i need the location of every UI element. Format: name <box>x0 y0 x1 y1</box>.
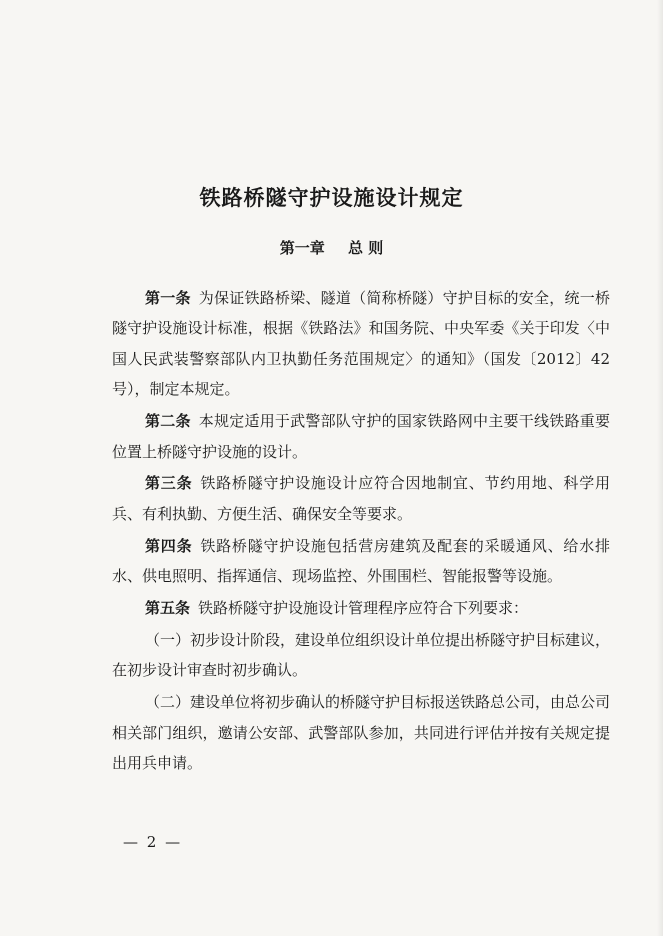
document-body <box>112 283 610 780</box>
page-edge-shadow <box>657 0 663 936</box>
article-text: 铁路桥隧守护设施设计应符合因地制宜、节约用地、科学用兵、有利执勤、方便生活、确保安全等要求。 <box>112 474 610 523</box>
list-item-2: （二）建设单位将初步确认的桥隧守护目标报送铁路总公司，由总公司相关部门组织，邀请公安部、武警部队参加，共同进行评估并按有关规定提出用兵申请。 <box>112 693 611 773</box>
document-title: 铁路桥隧守护设施设计规定 <box>199 186 464 210</box>
article-label: 第四条 <box>145 536 193 555</box>
article-label: 第一条 <box>145 289 191 307</box>
article-text: 铁路桥隧守护设施设计管理程序应符合下列要求： <box>198 599 529 618</box>
article-label: 第二条 <box>145 412 191 431</box>
article-label: 第五条 <box>145 599 191 618</box>
article-label: 第三条 <box>145 474 193 493</box>
article-5 <box>112 593 610 623</box>
article-text: 为保证铁路桥梁、隧道（简称桥隧）守护目标的安全，统一桥隧守护设施设计标准，根据《铁路法》和国务院、中央军委《关于印发〈中国人民武装警察部队内卫执勤任务范围规定〉的通知》（国发〔2012〕42号），制定本规定。 <box>112 289 610 399</box>
article-text: 本规定适用于武警部队守护的国家铁路网中主要干线铁路重要位置上桥隧守护设施的设计。 <box>112 412 610 461</box>
chapter-heading <box>0 237 663 258</box>
chapter-number: 第一章 <box>279 239 325 257</box>
article-1 <box>112 283 610 405</box>
page-number: — 2 — <box>123 833 183 851</box>
article-4 <box>112 531 610 592</box>
article-3 <box>112 468 610 529</box>
article-text: 铁路桥隧守护设施包括营房建筑及配套的采暖通风、给水排水、供电照明、指挥通信、现场监控、外围围栏、智能报警等设施。 <box>112 536 610 586</box>
chapter-name: 总 则 <box>348 239 384 257</box>
article-2 <box>112 406 610 467</box>
list-item-1: （一）初步设计阶段，建设单位组织设计单位提出桥隧守护目标建议，在初步设计审查时初步确认。 <box>112 630 611 680</box>
